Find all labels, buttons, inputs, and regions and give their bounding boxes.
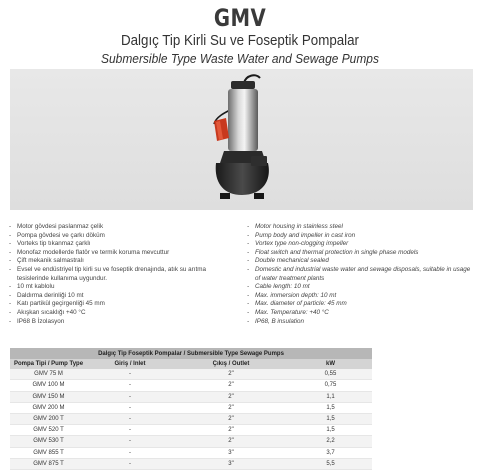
- feature-item: [247, 240, 475, 249]
- bullet-dash: -: [247, 291, 250, 299]
- bullet-dash: -: [247, 223, 250, 230]
- cell-kw: 3,7: [289, 447, 372, 458]
- feature-text: Max. Temperature: +40 °C: [255, 308, 329, 316]
- table-row: [10, 369, 372, 380]
- feature-item: [9, 292, 239, 301]
- pump-spec-table: [10, 348, 372, 470]
- cell-outlet: 2": [173, 369, 289, 380]
- feature-text: Cable length: 10 mt: [255, 283, 310, 291]
- cell-kw: 1,5: [289, 402, 372, 413]
- feature-text: Vortex type non-clogging impeller: [255, 240, 349, 248]
- feature-text: Motor gövdesi paslanmaz çelik: [17, 223, 104, 230]
- feature-item: [247, 309, 475, 318]
- cell-pump-type: GMV 200 M: [10, 402, 87, 413]
- bullet-dash: -: [247, 248, 250, 256]
- cell-inlet: -: [87, 425, 173, 436]
- feature-item: [247, 292, 475, 301]
- table-row: [10, 425, 372, 436]
- bullet-dash: -: [247, 231, 250, 239]
- feature-text: Max. diameter of particle: 45 mm: [255, 300, 347, 308]
- bullet-dash: -: [247, 300, 250, 308]
- cell-outlet: 2": [173, 425, 289, 436]
- feature-text: Monofaz modellerde flatör ve termik koruma mevcuttur: [17, 248, 170, 256]
- cell-kw: 5,5: [289, 458, 372, 469]
- feature-item: [247, 232, 475, 241]
- cell-kw: 0,55: [289, 369, 372, 380]
- feature-text: Pompa gövdesi ve çarkı döküm: [17, 231, 105, 239]
- page-title: GMV: [213, 4, 267, 32]
- column-header-pump-type: Pompa Tipi / Pump Type: [10, 359, 87, 369]
- subtitle-turkish: Dalgıç Tip Kirli Su ve Foseptik Pompalar: [121, 33, 359, 49]
- feature-item: [9, 232, 239, 241]
- feature-text: Katı partikül geçirgenliği 45 mm: [17, 300, 105, 308]
- cell-inlet: -: [87, 391, 173, 402]
- feature-item: [247, 266, 475, 283]
- feature-item: [247, 249, 475, 258]
- feature-text: Pump body and impeller in cast iron: [255, 231, 356, 239]
- bullet-dash: -: [9, 265, 12, 273]
- table-row: [10, 402, 372, 413]
- features-english: [247, 223, 475, 326]
- feature-text: 10 mt kablolu: [17, 283, 55, 291]
- cell-pump-type: GMV 75 M: [10, 369, 87, 380]
- cell-inlet: -: [87, 413, 173, 424]
- bullet-dash: -: [9, 231, 12, 239]
- cell-pump-type: GMV 520 T: [10, 425, 87, 436]
- feature-item: [9, 300, 239, 309]
- feature-text: Vorteks tip tıkanmaz çarklı: [17, 240, 91, 248]
- table-row: [10, 413, 372, 424]
- column-header-inlet: Giriş / Inlet: [87, 359, 173, 369]
- cell-pump-type: GMV 150 M: [10, 391, 87, 402]
- feature-item: [247, 257, 475, 266]
- features-turkish: [9, 223, 239, 326]
- cell-kw: 2,2: [289, 436, 372, 447]
- bullet-dash: -: [247, 317, 250, 325]
- table-row: [10, 391, 372, 402]
- feature-item: [247, 318, 475, 327]
- feature-item: [9, 309, 239, 318]
- feature-item: [9, 240, 239, 249]
- table-row: [10, 447, 372, 458]
- column-header-outlet: Çıkış / Outlet: [173, 359, 289, 369]
- bullet-dash: -: [9, 248, 12, 256]
- bullet-dash: -: [9, 240, 12, 248]
- cell-outlet: 2": [173, 380, 289, 391]
- feature-item: [9, 223, 239, 232]
- cell-pump-type: GMV 200 T: [10, 413, 87, 424]
- feature-item: [9, 249, 239, 258]
- cell-inlet: -: [87, 402, 173, 413]
- feature-text: Domestic and industrial waste water and sewage disposals, suitable in usage of water treatment plants: [255, 265, 471, 282]
- bullet-dash: -: [9, 257, 12, 265]
- feature-text: Max. immersion depth: 10 mt: [255, 291, 337, 299]
- bullet-dash: -: [247, 257, 250, 265]
- feature-text: Akışkan sıcaklığı +40 °C: [17, 308, 86, 316]
- feature-text: Çift mekanik salmastralı: [17, 257, 84, 265]
- bullet-dash: -: [247, 308, 250, 316]
- table-row: [10, 458, 372, 469]
- bullet-dash: -: [9, 283, 12, 291]
- cell-pump-type: GMV 100 M: [10, 380, 87, 391]
- product-photo: [10, 69, 473, 210]
- bullet-dash: -: [247, 240, 250, 248]
- bullet-dash: -: [9, 291, 12, 299]
- bullet-dash: -: [9, 308, 12, 316]
- feature-text: Motor housing in stainless steel: [255, 223, 343, 230]
- cell-outlet: 3": [173, 458, 289, 469]
- cell-pump-type: GMV 530 T: [10, 436, 87, 447]
- cell-outlet: 2": [173, 436, 289, 447]
- feature-item: [247, 283, 475, 292]
- cell-kw: 1,5: [289, 425, 372, 436]
- cell-inlet: -: [87, 436, 173, 447]
- table-row: [10, 380, 372, 391]
- cell-outlet: 2": [173, 413, 289, 424]
- bullet-dash: -: [9, 300, 12, 308]
- feature-text: Evsel ve endüstriyel tip kirli su ve foseptik drenajında, atık su arıtma tesislerinde kullanıma uygundur.: [17, 265, 206, 282]
- feature-text: IP68, B insulation: [255, 317, 305, 325]
- bullet-dash: -: [247, 283, 250, 291]
- cell-outlet: 2": [173, 402, 289, 413]
- bullet-dash: -: [247, 265, 250, 273]
- cell-kw: 1,5: [289, 413, 372, 424]
- cell-inlet: -: [87, 369, 173, 380]
- cell-kw: 1,1: [289, 391, 372, 402]
- feature-text: Daldırma derinliği 10 mt: [17, 291, 84, 299]
- cell-outlet: 3": [173, 447, 289, 458]
- feature-text: IP68 B İzolasyon: [17, 317, 65, 325]
- cell-inlet: -: [87, 458, 173, 469]
- feature-text: Double mechanical sealed: [255, 257, 329, 265]
- feature-item: [9, 257, 239, 266]
- cell-inlet: -: [87, 447, 173, 458]
- table-caption: Dalgıç Tip Foseptik Pompalar / Submersible Type Sewage Pumps: [10, 348, 372, 359]
- column-header-kw: kW: [289, 359, 372, 369]
- cell-pump-type: GMV 855 T: [10, 447, 87, 458]
- feature-item: [9, 266, 239, 283]
- feature-item: [247, 300, 475, 309]
- table-row: [10, 436, 372, 447]
- cell-pump-type: GMV 875 T: [10, 458, 87, 469]
- cell-kw: 0,75: [289, 380, 372, 391]
- pump-image: [10, 69, 473, 210]
- bullet-dash: -: [9, 317, 12, 325]
- feature-text: Float switch and thermal protection in single phase models: [255, 248, 419, 256]
- feature-item: [9, 283, 239, 292]
- subtitle-english: Submersible Type Waste Water and Sewage Pumps: [101, 51, 379, 66]
- feature-item: [9, 318, 239, 327]
- feature-item: [247, 223, 475, 232]
- cell-outlet: 2": [173, 391, 289, 402]
- cell-inlet: -: [87, 380, 173, 391]
- bullet-dash: -: [9, 223, 12, 230]
